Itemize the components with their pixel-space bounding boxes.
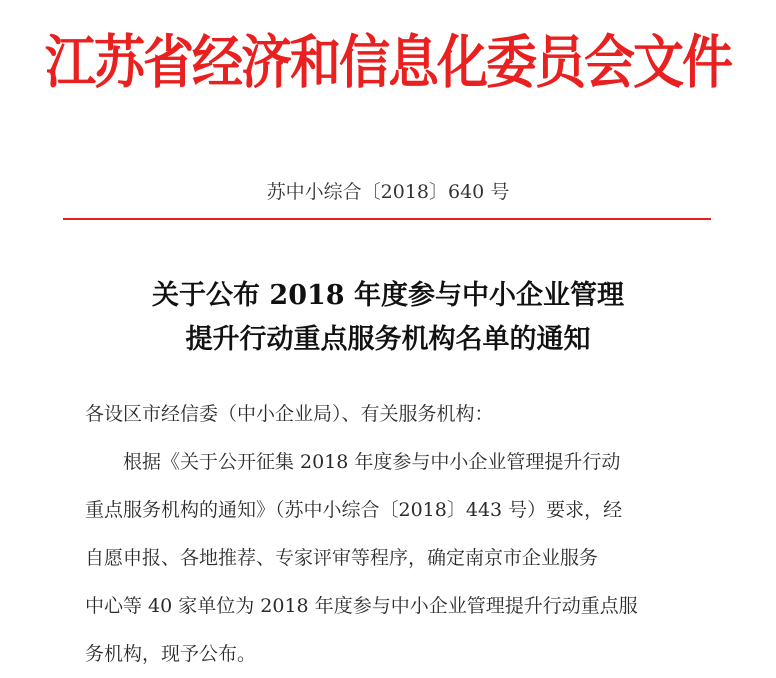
document-body bbox=[85, 390, 705, 678]
document-number: 苏中小综合〔2018〕640 号 bbox=[266, 181, 510, 203]
body-line-3: 自愿申报、各地推荐、专家评审等程序，确定南京市企业服务 bbox=[85, 547, 599, 569]
body-line-4: 中心等 40 家单位为 2018 年度参与中小企业管理提升行动重点服 bbox=[85, 595, 638, 617]
document-title bbox=[0, 274, 776, 362]
body-line-1: 根据《关于公开征集 2018 年度参与中小企业管理提升行动 bbox=[123, 451, 621, 473]
title-line-2: 提升行动重点服务机构名单的通知 bbox=[185, 324, 591, 355]
issuer-header: 江苏省经济和信息化委员会文件 bbox=[44, 30, 731, 97]
body-line-5: 务机构，现予公布。 bbox=[85, 643, 257, 665]
body-line-2: 重点服务机构的通知》（苏中小综合〔2018〕443 号）要求，经 bbox=[85, 499, 623, 521]
salutation: 各设区市经信委（中小企业局）、有关服务机构： bbox=[85, 403, 494, 425]
red-divider-rule bbox=[63, 218, 711, 220]
title-line-1: 关于公布 2018 年度参与中小企业管理 bbox=[152, 280, 624, 311]
